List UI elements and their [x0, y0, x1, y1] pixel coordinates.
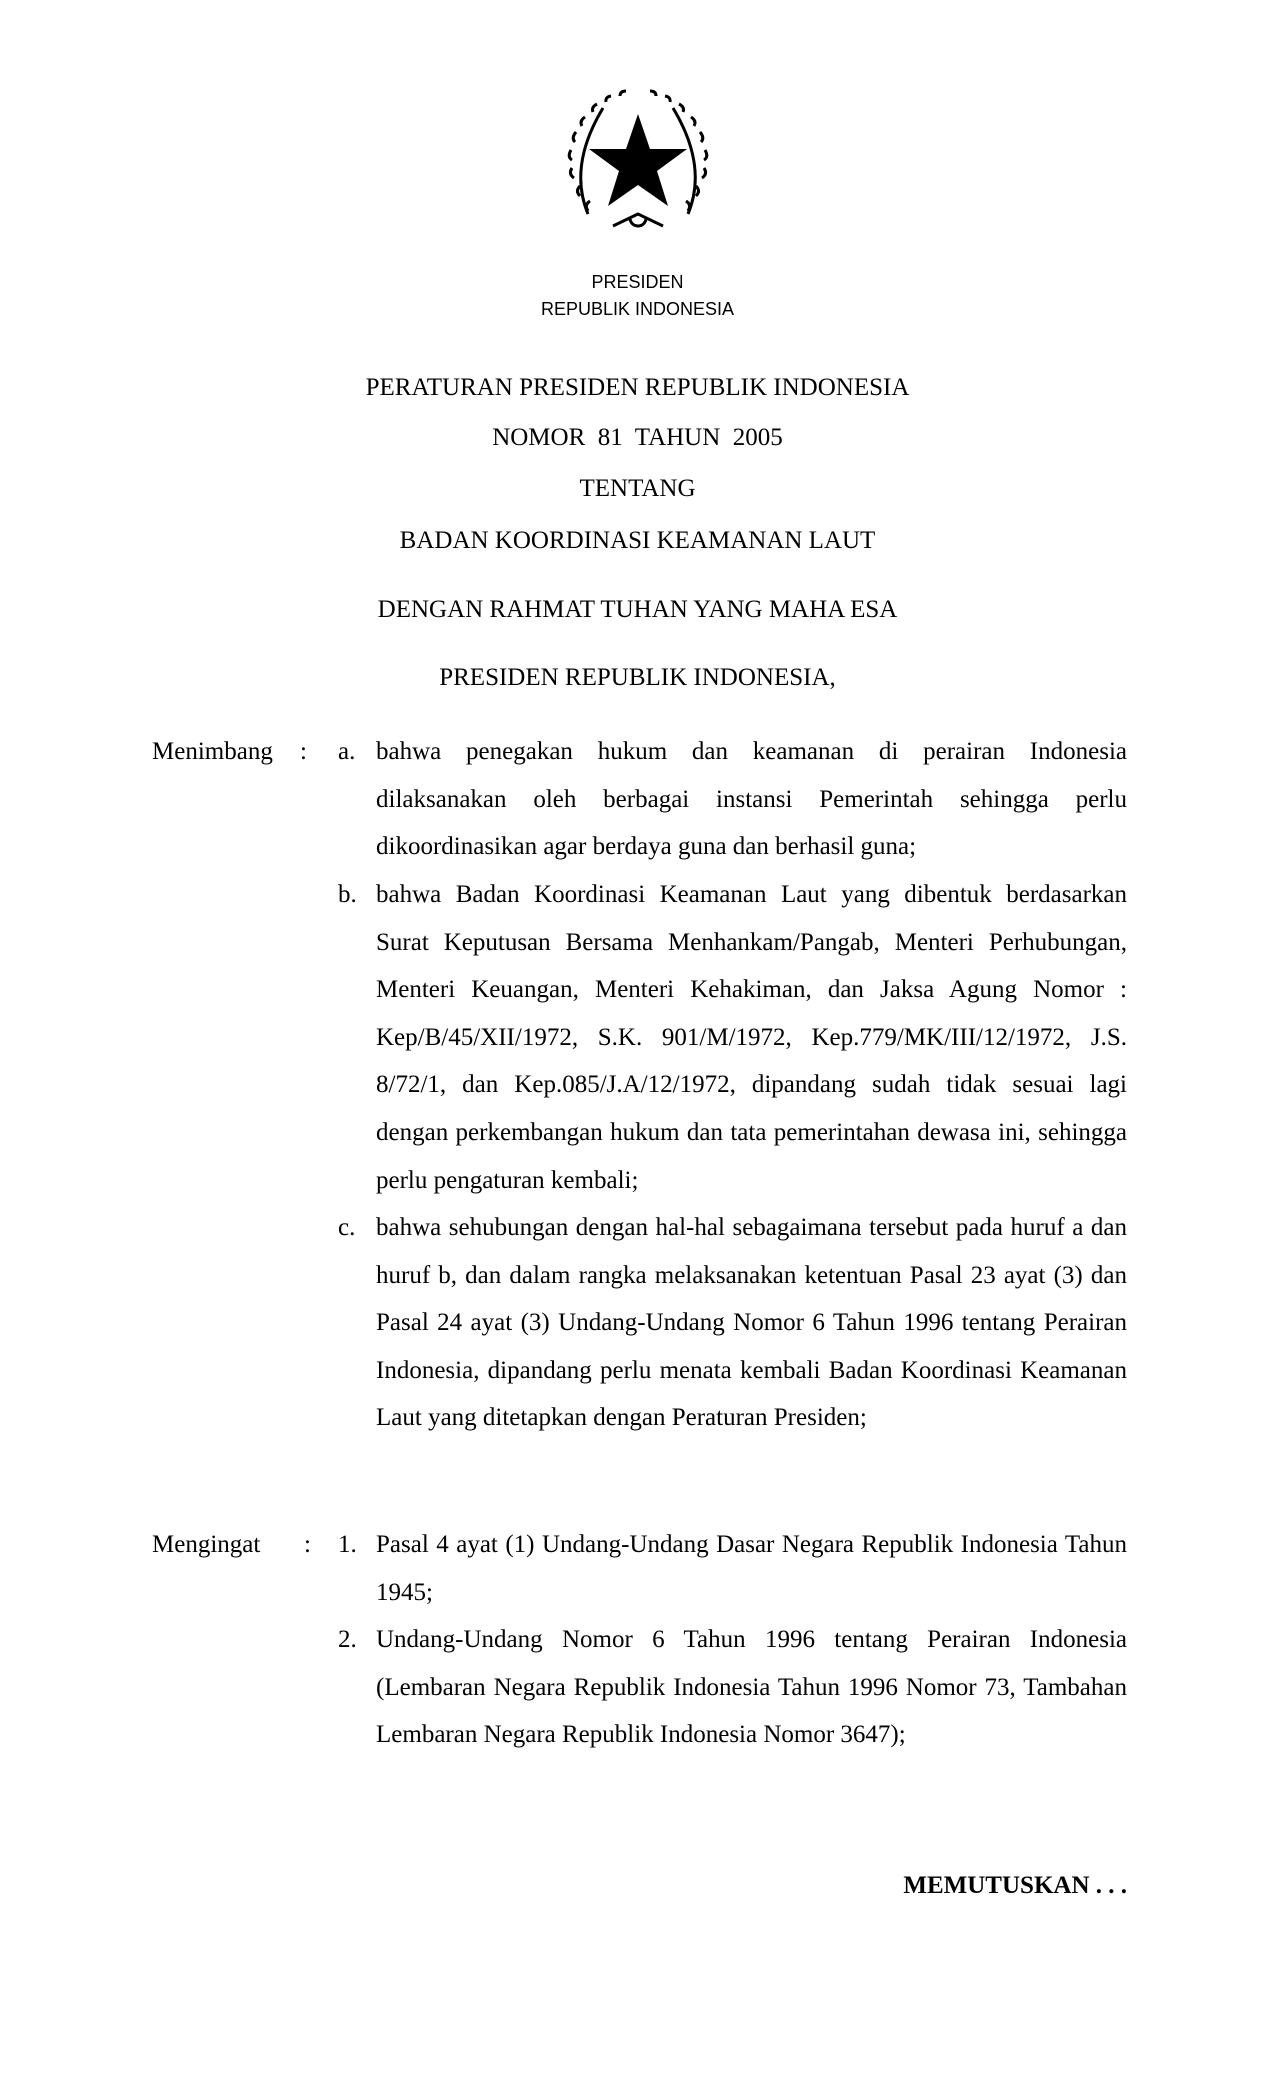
- item-mark: c.: [338, 1214, 356, 1241]
- document-subject: BADAN KOORDINASI KEAMANAN LAUT: [399, 527, 876, 554]
- letterhead-line1: PRESIDEN: [591, 272, 684, 292]
- menimbang-label: Menimbang: [152, 738, 273, 765]
- mengingat-item-1: Pasal 4 ayat (1) Undang-Undang Dasar Negara Republik Indonesia Tahun 1945;: [376, 1531, 1127, 1606]
- mengingat-label: Mengingat: [152, 1531, 261, 1558]
- menimbang-item-a: bahwa penegakan hukum dan keamanan di perairan Indonesia dilaksanakan oleh berbagai instansi Pemerintah sehingga perlu dikoordinasikan agar berdaya guna dan berhasil guna;: [376, 738, 1127, 861]
- menimbang-item-b: bahwa Badan Koordinasi Keamanan Laut yang dibentuk berdasarkan Surat Keputusan Bersama Menhankam/Pangab, Menteri Perhubungan, Menteri Keuangan, Menteri Kehakiman, dan Jaksa Agung Nomor : Kep/B/45/XII/1972, S.K. 901/M/1972, Kep.779/MK/III/12/1972, J.S. 8/72/1, dan Kep.085/J.A/12/1972, dipandang sudah tidak sesuai lagi dengan perkembangan hukum dan tata pemerintahan dewasa ini, sehingga perlu pengaturan kembali;: [376, 881, 1127, 1194]
- presidential-emblem-icon: [558, 86, 718, 246]
- document-number: NOMOR 81 TAHUN 2005: [492, 424, 783, 451]
- issuer: PRESIDEN REPUBLIK INDONESIA,: [439, 664, 836, 691]
- mengingat-colon: :: [304, 1531, 311, 1558]
- item-mark: 1.: [338, 1531, 357, 1558]
- item-mark: 2.: [338, 1626, 357, 1653]
- invocation: DENGAN RAHMAT TUHAN YANG MAHA ESA: [377, 596, 898, 623]
- document-title: PERATURAN PRESIDEN REPUBLIK INDONESIA: [365, 374, 910, 401]
- continuation-marker: MEMUTUSKAN . . .: [903, 1872, 1127, 1899]
- letterhead-line2: REPUBLIK INDONESIA: [540, 299, 735, 319]
- item-mark: b.: [338, 881, 357, 908]
- document-about: TENTANG: [579, 475, 696, 502]
- item-mark: a.: [338, 738, 356, 765]
- menimbang-colon: :: [300, 738, 307, 765]
- mengingat-item-2: Undang-Undang Nomor 6 Tahun 1996 tentang Perairan Indonesia (Lembaran Negara Republik Indonesia Tahun 1996 Nomor 73, Tambahan Lembaran Negara Republik Indonesia Nomor 3647);: [376, 1626, 1127, 1749]
- menimbang-item-c: bahwa sehubungan dengan hal-hal sebagaimana tersebut pada huruf a dan huruf b, dan dalam rangka melaksanakan ketentuan Pasal 23 ayat (3) dan Pasal 24 ayat (3) Undang-Undang Nomor 6 Tahun 1996 tentang Perairan Indonesia, dipandang perlu menata kembali Badan Koordinasi Keamanan Laut yang ditetapkan dengan Peraturan Presiden;: [376, 1214, 1127, 1432]
